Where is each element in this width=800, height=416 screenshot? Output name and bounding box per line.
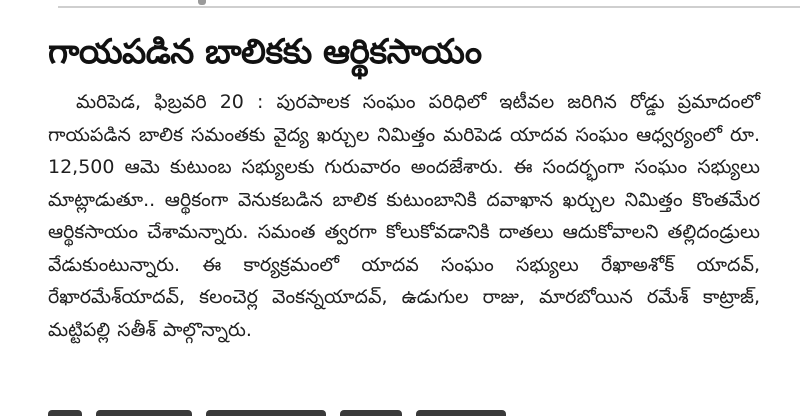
cropped-text-fragment-bottom [48,404,568,416]
top-rule-divider [58,6,800,8]
article-headline: గాయపడిన బాలికకు ఆర్థికసాయం [48,32,482,72]
article-body: మరిపెడ, ఫిబ్రవరి 20 : పురపాలక సంఘం పరిధిలో ఇటీవల జరిగిన రోడ్డు ప్రమాదంలో గాయపడిన బాలిక సమంతకు వైద్య ఖర్చుల నిమిత్తం మరిపెడ యాదవ సంఘం ఆధ్వర్యంలో రూ. 12,500 ఆమె కుటుంబ సభ్యులకు గురువారం అందజేశారు. ఈ సందర్భంగా సంఘం సభ్యులు మాట్లాడుతూ.. ఆర్థికంగా వెనుకబడిన బాలిక కుటుంబానికి దవాఖాన ఖర్చుల నిమిత్తం కొంతమేర ఆర్థికసాయం చేశామన్నారు. సమంత త్వరగా కోలుకోవడానికి దాతలు ఆదుకోవాలని తల్లిదండ్రులు వేడుకుంటున్నారు. ఈ కార్యక్రమంలో యాదవ సంఘం సభ్యులు రేఖాఅశోక్ యాదవ్, రేఖారమేశ్‌యాదవ్, కలంచెర్ల వెంకన్నయాదవ్, ఉడుగుల రాజు, మారబోయిన రమేశ్ కాట్రాజ్, మట్టిపల్లి సతీశ్ పాల్గొన్నారు. [48,91,760,341]
cropped-text-fragment-top [198,0,206,5]
